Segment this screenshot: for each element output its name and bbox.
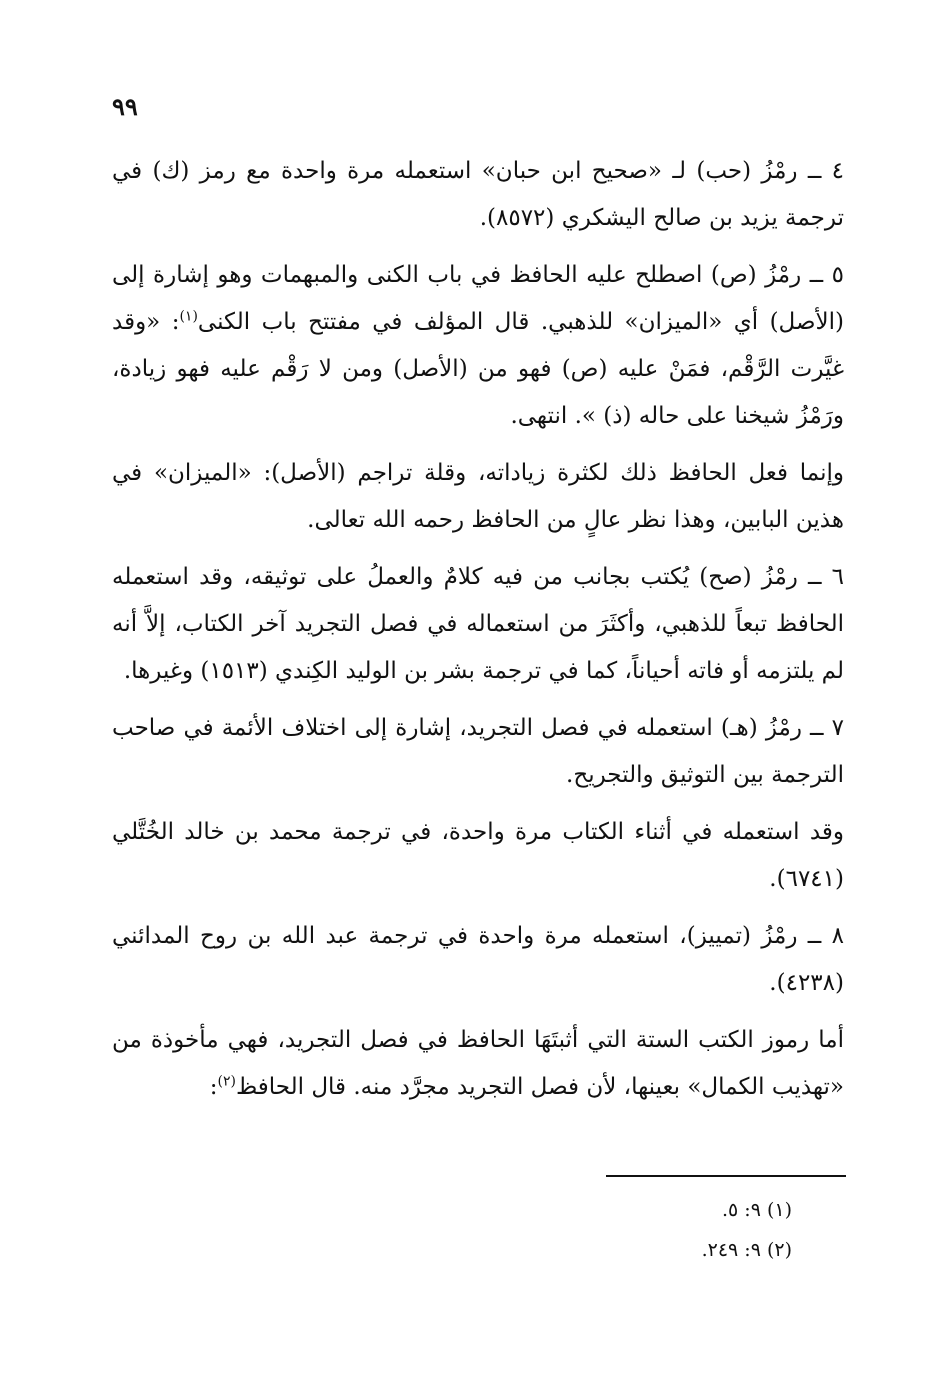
body-text xyxy=(112,148,844,1121)
paragraph-4-symbol-hb: ٤ ــ رمْزُ (حب) لـ «صحيح ابن حبان» استعمله مرة واحدة مع رمز (ك) في ترجمة يزيد بن صالح اليشكري (٨٥٧٢). xyxy=(112,158,844,231)
page-number: ٩٩ xyxy=(112,92,138,121)
paragraph-5-symbol-s xyxy=(112,252,844,440)
paragraph-text: : xyxy=(209,1074,218,1100)
paragraph-text: أما رموز الكتب الستة التي أثبتَهَا الحافظ في فصل التجريد، فهي مأخوذة من «تهذيب الكمال» بعينها، لأن فصل التجريد مجرَّد منه. قال الحافظ xyxy=(112,1027,844,1100)
paragraph-hafiz-reason: وإنما فعل الحافظ ذلك لكثرة زياداته، وقلة تراجم (الأصل): «الميزان» في هذين البابين، وهذا نظر عالٍ من الحافظ رحمه الله تعالى. xyxy=(112,460,844,533)
paragraph-6-symbol-sah: ٦ ــ رمْزُ (صح) يُكتب بجانب من فيه كلامٌ والعملُ على توثيقه، وقد استعمله الحافظ تبعاً للذهبي، وأكثَرَ من استعماله في فصل التجريد آخر الكتاب، إلاَّ أنه لم يلتزمه أو فاته أحياناً، كما في ترجمة بشر بن الوليد الكِندي (١٥١٣) وغيرها. xyxy=(112,564,844,684)
footnote-ref-2: (٢) xyxy=(217,1073,236,1090)
paragraph-text: ٥ ــ رمْزُ (ص) اصطلح عليه الحافظ في باب الكنى والمبهمات وهو إشارة إلى (الأصل) أي «الميزان» للذهبي. قال المؤلف في مفتتح باب الكنى xyxy=(112,262,844,335)
footnotes xyxy=(560,1190,792,1270)
paragraph-7-symbol-h: ٧ ــ رمْزُ (هـ) استعمله في فصل التجريد، إشارة إلى اختلاف الأئمة في صاحب الترجمة بين التوثيق والتجريح. xyxy=(112,715,844,788)
paragraph-7-usage: وقد استعمله في أثناء الكتاب مرة واحدة، في ترجمة محمد بن خالد الخُتَّلي (٦٧٤١). xyxy=(112,819,844,892)
paragraph-six-books xyxy=(112,1017,844,1111)
footnote-ref-1: (١) xyxy=(179,308,198,325)
footnote-2: (٢) ٩: ٢٤٩. xyxy=(701,1239,792,1261)
footnote-divider xyxy=(606,1175,846,1177)
paragraph-8-symbol-tamyiz: ٨ ــ رمْزُ (تمييز)، استعمله مرة واحدة في ترجمة عبد الله بن روح المدائني (٤٢٣٨). xyxy=(112,923,844,996)
paragraph-text: : «وقد غيَّرت الرَّقْم، فمَنْ عليه (ص) فهو من (الأصل) ومن لا رَقْم عليه فهو زيادة، ورَمْزُ شيخنا على حاله (ذ) ». انتهى. xyxy=(112,309,844,429)
footnote-1: (١) ٩: ٥. xyxy=(721,1199,792,1221)
